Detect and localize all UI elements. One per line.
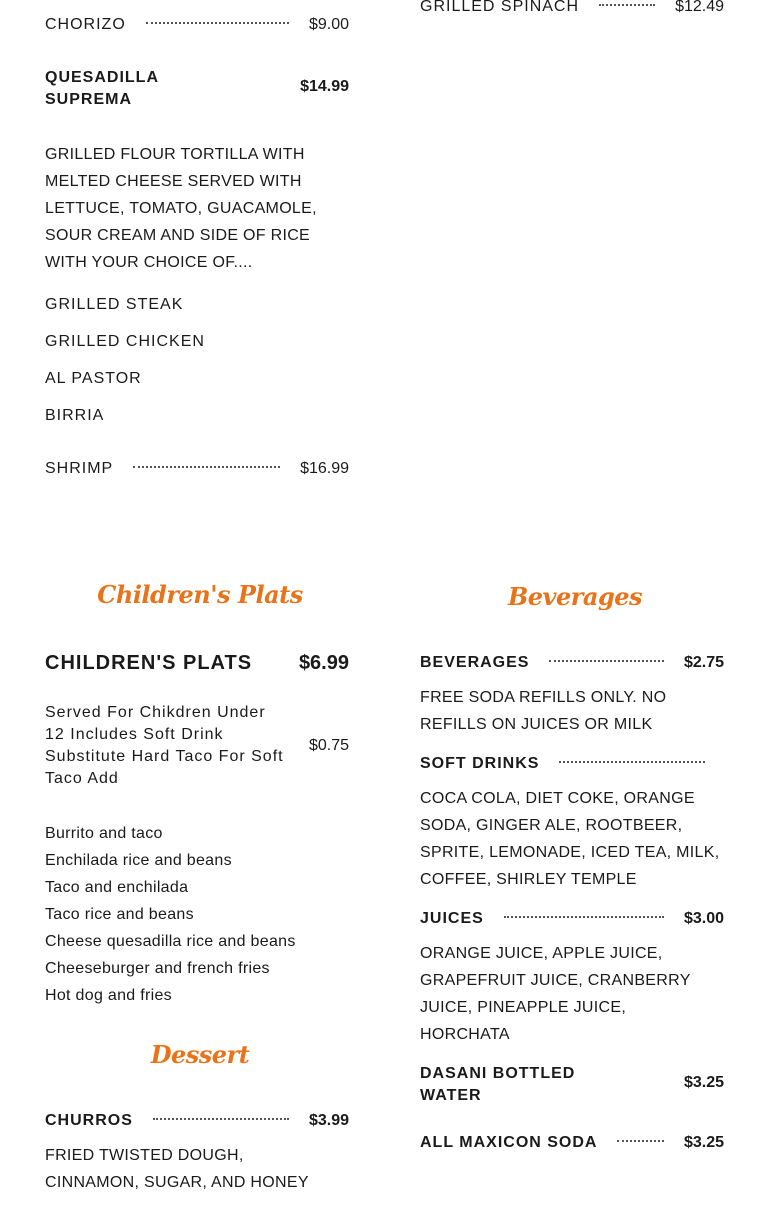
- item-name: GRILLED SPINACH: [420, 0, 580, 15]
- dot-leader: [617, 1140, 663, 1142]
- list-item: Cheeseburger and french fries: [45, 960, 270, 977]
- item-price: $9.00: [308, 16, 349, 33]
- item-name: CHORIZO: [45, 16, 126, 33]
- section-title-childrens-plats: Children's Plats: [97, 580, 303, 609]
- item-name: BEVERAGES: [420, 654, 530, 671]
- menu-item-grilled-spinach: [420, 0, 724, 18]
- option-birria: BIRRIA: [45, 407, 105, 424]
- section-title-beverages: Beverages: [507, 582, 643, 611]
- childrens-note-price: $0.75: [308, 737, 349, 754]
- section-title-dessert: Dessert: [150, 1040, 250, 1069]
- item-price: $3.00: [683, 910, 724, 927]
- item-name-line2: WATER: [420, 1087, 482, 1104]
- option-grilled-chicken: GRILLED CHICKEN: [45, 333, 205, 350]
- childrens-note-text: Served For Chikdren Under 12 Includes Soft Drink Substitute Hard Taco For Soft Taco Add: [45, 704, 284, 787]
- item-price: $2.75: [683, 654, 724, 671]
- quesadilla-description: GRILLED FLOUR TORTILLA WITH MELTED CHEESE SERVED WITH LETTUCE, TOMATO, GUACAMOLE, SOUR CREAM AND SIDE OF RICE WITH YOUR CHOICE OF....: [45, 146, 317, 271]
- dot-leader: [153, 1118, 289, 1120]
- item-name-line1: DASANI BOTTLED: [420, 1065, 576, 1082]
- item-price: $3.99: [308, 1112, 349, 1129]
- list-item: Taco and enchilada: [45, 879, 189, 896]
- list-item: Cheese quesadilla rice and beans: [45, 933, 296, 950]
- item-name-line2: SUPREMA: [45, 91, 133, 108]
- item-name: CHILDREN'S PLATS: [45, 651, 253, 674]
- option-al-pastor: AL PASTOR: [45, 370, 142, 387]
- option-grilled-steak: GRILLED STEAK: [45, 296, 184, 313]
- item-price: $3.25: [683, 1074, 724, 1091]
- item-name: ALL MAXICON SODA: [420, 1134, 598, 1151]
- menu-item-shrimp: [45, 458, 349, 480]
- childrens-note: [45, 702, 349, 790]
- soft-drinks-description: COCA COLA, DIET COKE, ORANGE SODA, GINGER ALE, ROOTBEER, SPRITE, LEMONADE, ICED TEA, MILK, COFFEE, SHIRLEY TEMPLE: [420, 790, 720, 888]
- dot-leader: [559, 761, 705, 763]
- item-name: JUICES: [420, 910, 484, 927]
- churros-description: FRIED TWISTED DOUGH, CINNAMON, SUGAR, AND HONEY: [45, 1147, 309, 1191]
- menu-item-quesadilla-suprema: [45, 67, 349, 111]
- menu-item-childrens-plats: [45, 650, 349, 676]
- list-item: Hot dog and fries: [45, 987, 172, 1004]
- menu-item-dasani: [420, 1063, 724, 1107]
- item-price: $6.99: [298, 651, 349, 674]
- menu-item-churros: [45, 1110, 349, 1132]
- menu-item-chorizo: [45, 14, 349, 36]
- menu-item-beverages: [420, 652, 724, 674]
- childrens-plates-list: [45, 820, 365, 1009]
- item-price: $3.25: [683, 1134, 724, 1151]
- dot-leader: [133, 466, 280, 468]
- item-name: CHURROS: [45, 1112, 133, 1129]
- menu-item-juices: [420, 908, 724, 930]
- dot-leader: [504, 916, 664, 918]
- list-item: Enchilada rice and beans: [45, 852, 232, 869]
- item-name-line1: QUESADILLA: [45, 69, 159, 86]
- item-name: SHRIMP: [45, 460, 114, 477]
- dot-leader: [549, 660, 663, 662]
- dot-leader: [599, 4, 655, 6]
- list-item: Burrito and taco: [45, 825, 163, 842]
- list-item: Taco rice and beans: [45, 906, 194, 923]
- juices-description: ORANGE JUICE, APPLE JUICE, GRAPEFRUIT JUICE, CRANBERRY JUICE, PINEAPPLE JUICE, HORCHATA: [420, 945, 691, 1043]
- item-price: $12.49: [675, 0, 724, 15]
- item-price: $14.99: [300, 78, 349, 95]
- item-name: SOFT DRINKS: [420, 755, 540, 772]
- dot-leader: [146, 22, 289, 24]
- beverages-description: FREE SODA REFILLS ONLY. NO REFILLS ON JUICES OR MILK: [420, 689, 667, 733]
- menu-item-soft-drinks: [420, 753, 705, 775]
- item-price: $16.99: [300, 460, 349, 477]
- menu-item-all-maxicon-soda: [420, 1132, 724, 1154]
